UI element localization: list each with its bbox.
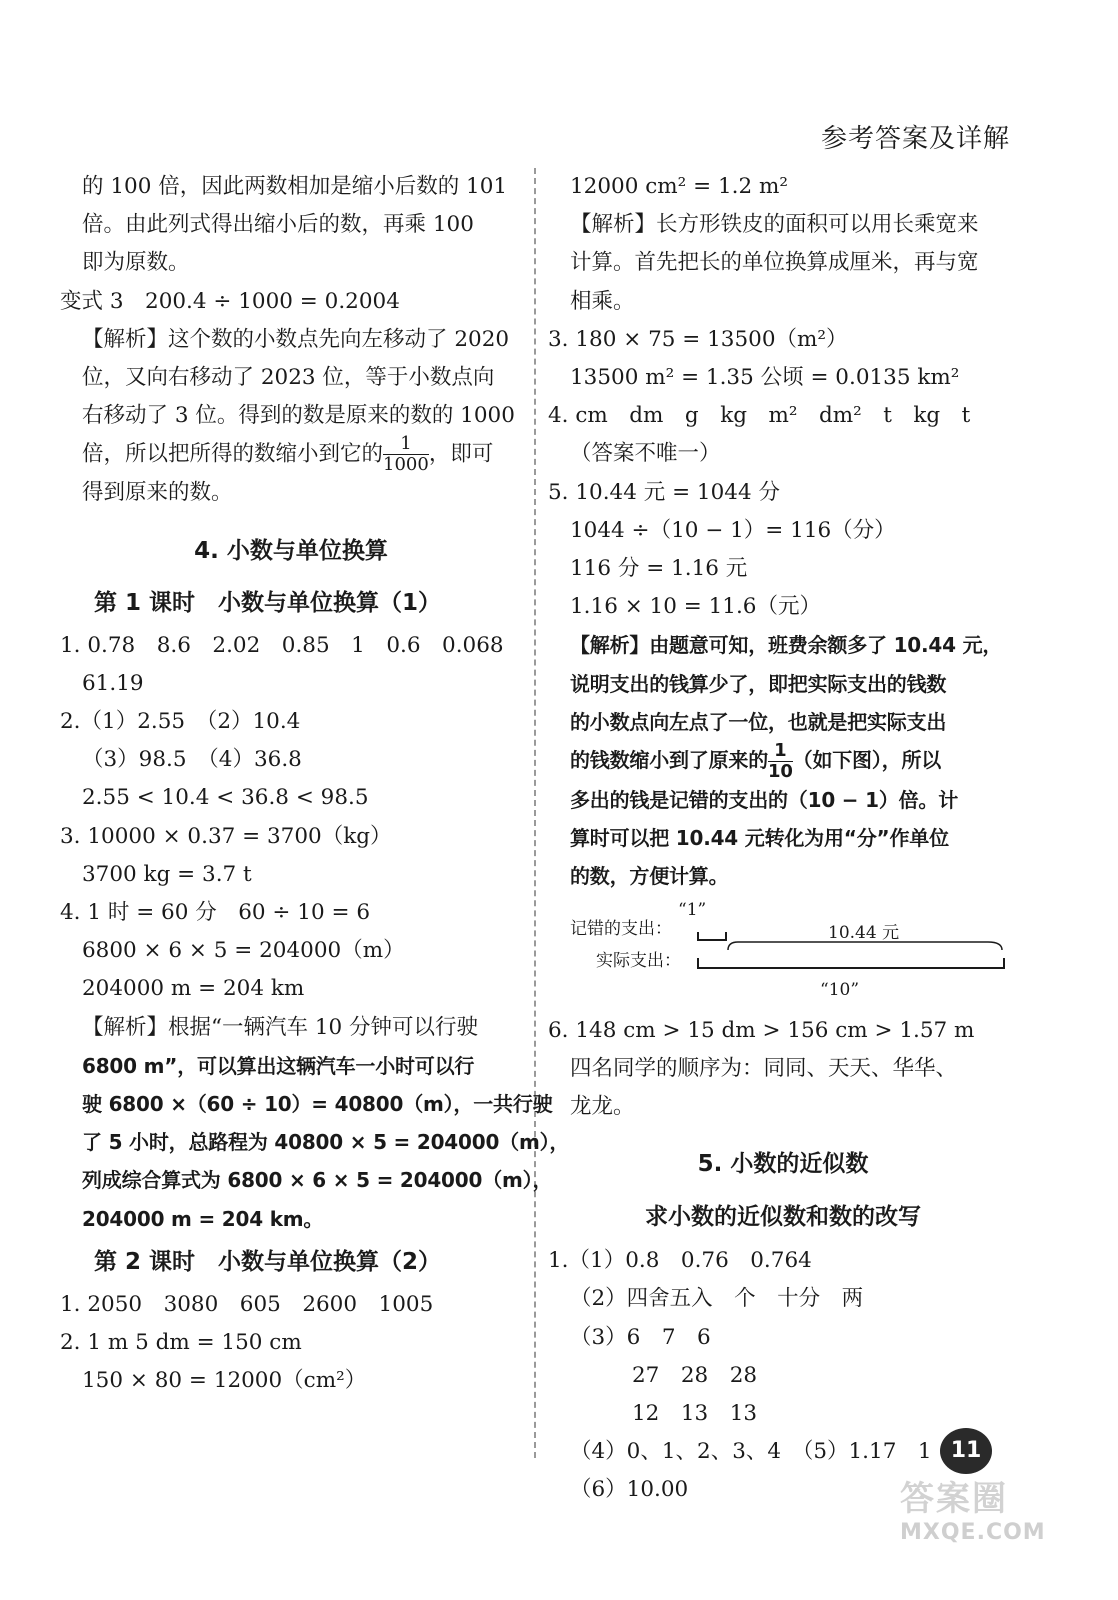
analysis-line: 的小数点向左点了一位，也就是把实际支出 xyxy=(570,709,947,734)
answer-line: 3. 10000 × 0.37 = 3700（kg） xyxy=(60,823,392,849)
variant-3-answer: 变式 3 200.4 ÷ 1000 = 0.2004 xyxy=(60,288,400,314)
watermark-logo xyxy=(900,1479,1046,1545)
text-line: 计算。首先把长的单位换算成厘米，再与宽 xyxy=(570,250,979,276)
analysis-line: 【解析】长方形铁皮的面积可以用长乘宽来 xyxy=(570,212,979,238)
answer-line: （2）四舍五入 个 十分 两 xyxy=(570,1286,864,1312)
text-line-with-fraction xyxy=(548,741,1018,781)
answer-line: 12000 cm² = 1.2 m² xyxy=(570,174,788,199)
analysis-line: 的数，方便计算。 xyxy=(570,864,729,889)
answer-line: 2. 1 m 5 dm = 150 cm xyxy=(60,1330,302,1356)
watermark-text: 答案圈 xyxy=(900,1479,1008,1519)
text-segment: 倍，所以把所得的数缩小到它的 xyxy=(82,441,384,467)
diagram-value-actual: “10” xyxy=(820,979,860,1000)
section-title-4: 4. 小数与单位换算 xyxy=(194,537,388,564)
text-line-with-fraction xyxy=(60,435,522,474)
text-line: 倍。由此列式得出缩小后的数，再乘 100 xyxy=(82,212,474,238)
answer-line: 1. 2050 3080 605 2600 1005 xyxy=(60,1291,434,1317)
answer-line: 四名同学的顺序为：同同、天天、华华、 xyxy=(570,1055,958,1081)
answer-line: 150 × 80 = 12000（cm²） xyxy=(82,1368,367,1394)
analysis-line: 算时可以把 10.44 元转化为用“分”作单位 xyxy=(570,826,949,851)
answer-line: 1044 ÷（10 − 1）= 116（分） xyxy=(570,517,896,543)
answer-line: 1.（1）0.8 0.76 0.764 xyxy=(548,1248,812,1274)
diagram-label-recorded: 记错的支出： xyxy=(570,918,672,939)
answer-line: 13500 m² = 1.35 公顷 = 0.0135 km² xyxy=(570,365,960,391)
answer-line: 2.55 < 10.4 < 36.8 < 98.5 xyxy=(82,785,369,811)
answer-line: 6800 × 6 × 5 = 204000（m） xyxy=(82,938,405,964)
diagram-label-actual: 实际支出： xyxy=(596,950,681,971)
answer-line: 3700 kg = 3.7 t xyxy=(82,861,252,887)
answer-line: 5. 10.44 元 = 1044 分 xyxy=(548,479,780,505)
answer-line: 4. 1 时 = 60 分 60 ÷ 10 = 6 xyxy=(60,900,370,926)
answer-line: 6. 148 cm > 15 dm > 156 cm > 1.57 m xyxy=(548,1017,975,1043)
answer-line: 4. cm dm g kg m² dm² t kg t xyxy=(548,403,971,429)
text-segment: 的钱数缩小到了原来的 xyxy=(570,748,768,773)
recorded-bracket xyxy=(698,932,726,940)
analysis-line: 【解析】由题意可知，班费余额多了 10.44 元， xyxy=(570,633,1003,658)
analysis-line: 列成综合算式为 6800 × 6 × 5 = 204000（m）， xyxy=(82,1168,553,1193)
answer-line: 204000 m = 204 km xyxy=(82,976,305,1002)
fraction-denominator: 10 xyxy=(768,761,793,783)
answer-line: （4）0、1、2、3、4 （5）1.17 1 xyxy=(570,1439,932,1465)
analysis-line: 204000 m = 204 km。 xyxy=(82,1206,324,1231)
column-divider xyxy=(534,168,536,1458)
answer-line: 12 13 13 xyxy=(632,1401,758,1427)
answer-line: 27 28 28 xyxy=(632,1362,758,1388)
answer-line: 1. 0.78 8.6 2.02 0.85 1 0.6 0.068 xyxy=(60,632,504,658)
page-number-badge: 11 xyxy=(940,1428,992,1474)
left-column xyxy=(60,168,570,1400)
diagram-value-recorded: “1” xyxy=(678,899,707,920)
text-line: 相乘。 xyxy=(570,288,635,314)
page-header-title: 参考答案及详解 xyxy=(820,124,1010,154)
answer-line: （3）98.5 （4）36.8 xyxy=(82,747,302,773)
watermark-url: MXQE.COM xyxy=(900,1520,1046,1545)
analysis-line: 说明支出的钱算少了，即把实际支出的钱数 xyxy=(570,671,947,696)
expense-diagram xyxy=(548,896,1018,1012)
answer-line: 3. 180 × 75 = 13500（m²） xyxy=(548,326,848,352)
text-line: 的 100 倍，因此两数相加是缩小后数的 101 xyxy=(82,174,508,199)
answer-line: （3）6 7 6 xyxy=(570,1324,711,1350)
amount-brace xyxy=(728,942,1002,950)
text-line: 即为原数。 xyxy=(82,250,190,276)
subsection-title: 求小数的近似数和数的改写 xyxy=(645,1204,921,1231)
text-line: 右移动了 3 位。得到的数是原来的数的 1000 xyxy=(82,403,515,429)
analysis-line: 了 5 小时，总路程为 40800 × 5 = 204000（m）， xyxy=(82,1130,570,1155)
text-line: 位，又向右移动了 2023 位，等于小数点向 xyxy=(82,365,495,391)
fraction-numerator: 1 xyxy=(383,435,429,455)
answer-line: 2.（1）2.55 （2）10.4 xyxy=(60,709,301,735)
fraction xyxy=(383,435,429,474)
analysis-line: 驶 6800 ×（60 ÷ 10）= 40800（m），一共行驶 xyxy=(82,1092,553,1117)
analysis-line: 多出的钱是记错的支出的（10 − 1）倍。计 xyxy=(570,788,959,813)
text-segment: ，即可 xyxy=(428,441,494,467)
text-line: 得到原来的数。 xyxy=(82,480,233,506)
actual-bracket xyxy=(698,958,1004,968)
diagram-amount: 10.44 元 xyxy=(828,922,900,943)
analysis-line: 6800 m”，可以算出这辆汽车一小时可以行 xyxy=(82,1053,475,1078)
answer-note: （答案不唯一） xyxy=(570,441,721,467)
section-title-5: 5. 小数的近似数 xyxy=(697,1151,869,1178)
right-column xyxy=(548,168,1018,1510)
diagram-lines xyxy=(548,896,1018,1012)
answer-line: 1.16 × 10 = 11.6（元） xyxy=(570,594,821,620)
text-segment: （如下图），所以 xyxy=(792,748,942,773)
answer-line: 116 分 = 1.16 元 xyxy=(570,556,748,582)
analysis-line: 【解析】这个数的小数点先向左移动了 2020 xyxy=(82,326,510,352)
answer-line: 龙龙。 xyxy=(570,1094,635,1120)
analysis-line: 【解析】根据“一辆汽车 10 分钟可以行驶 xyxy=(82,1014,479,1040)
fraction-denominator: 1000 xyxy=(383,454,429,476)
fraction xyxy=(768,742,793,781)
lesson-title-1: 第 1 课时 小数与单位换算（1） xyxy=(94,589,442,616)
answer-line: 61.19 xyxy=(82,670,144,696)
fraction-numerator: 1 xyxy=(768,742,793,762)
answer-line: （6）10.00 xyxy=(570,1477,689,1503)
lesson-title-2: 第 2 课时 小数与单位换算（2） xyxy=(94,1248,442,1275)
